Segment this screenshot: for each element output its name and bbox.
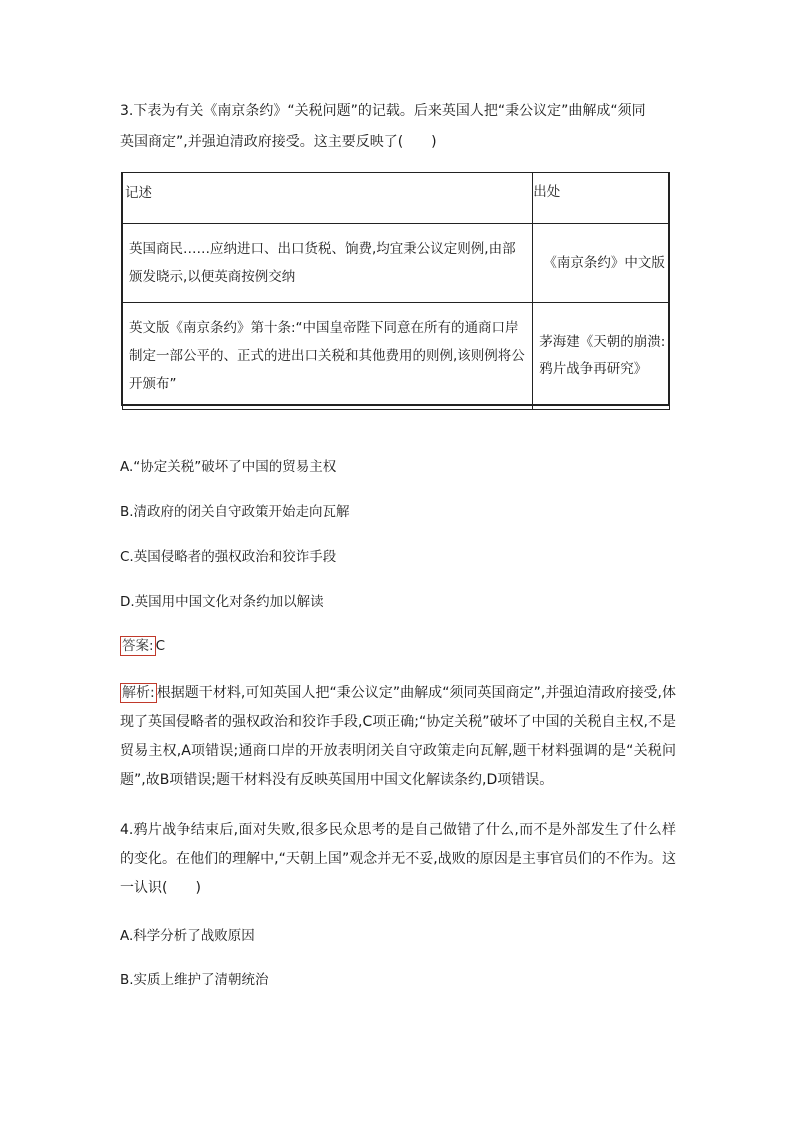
row1-source: 《南京条约》中文版: [533, 224, 670, 303]
header-record: 记述: [123, 173, 533, 224]
analysis-label: 解析:: [122, 685, 155, 701]
q3-option-c[interactable]: C.英国侵略者的强权政治和狡诈手段: [120, 549, 337, 565]
question-4-stem: 4.鸦片战争结束后,面对失败,很多民众思考的是自己做错了什么,而不是外部发生了什么样的变化。在他们的理解中,“天朝上国”观念并无不妥,战败的原因是主事官员们的不作为。这一认识( ): [120, 822, 676, 896]
row1-record: 英国商民……应纳进口、出口货税、饷费,均宜秉公议定则例,由部颁发晓示,以便英商按例交纳: [123, 224, 533, 303]
row2-record: 英文版《南京条约》第十条:“中国皇帝陛下同意在所有的通商口岸制定一部公平的、正式的进出口关税和其他费用的则例,该则例将公开颁布”: [123, 303, 533, 410]
question-3-stem-line-2: 英国商定”,并强迫清政府接受。这主要反映了( ): [120, 134, 437, 150]
q4-option-a[interactable]: A.科学分析了战败原因: [120, 928, 255, 944]
source-table: [122, 172, 670, 410]
analysis-paragraph: [120, 679, 676, 795]
q4-option-b[interactable]: B.实质上维护了清朝统治: [120, 972, 269, 988]
table-left-border: [121, 172, 123, 406]
q3-option-a[interactable]: A.“协定关税”破坏了中国的贸易主权: [120, 459, 337, 475]
table-right-border: [668, 172, 670, 406]
table-row: [123, 303, 670, 410]
question-3-stem-line-1: 3.下表为有关《南京条约》“关税问题”的记载。后来英国人把“秉公议定”曲解成“须同: [120, 103, 646, 119]
answer-value: C: [155, 638, 165, 654]
table-row: [123, 224, 670, 303]
q3-option-d[interactable]: D.英国用中国文化对条约加以解读: [120, 594, 324, 610]
analysis-text: 根据题干材料,可知英国人把“秉公议定”曲解成“须同英国商定”,并强迫清政府接受,体现了英国侵略者的强权政治和狡诈手段,C项正确;“协定关税”破坏了中国的关税自主权,不是贸易主权,A项错误;通商口岸的开放表明闭关自守政策走向瓦解,题干材料强调的是“关税问题”,故B项错误;题干材料没有反映英国用中国文化解读条约,D项错误。: [120, 685, 676, 788]
answer-label: 答案:: [122, 638, 154, 654]
q3-option-b[interactable]: B.清政府的闭关自守政策开始走向瓦解: [120, 504, 350, 520]
header-source: 出处: [533, 173, 670, 224]
table-bottom-border: [122, 404, 670, 406]
answer-line: [120, 636, 165, 656]
row2-source: 茅海建《天朝的崩溃:鸦片战争再研究》: [533, 303, 670, 410]
table-header-row: [123, 173, 670, 224]
